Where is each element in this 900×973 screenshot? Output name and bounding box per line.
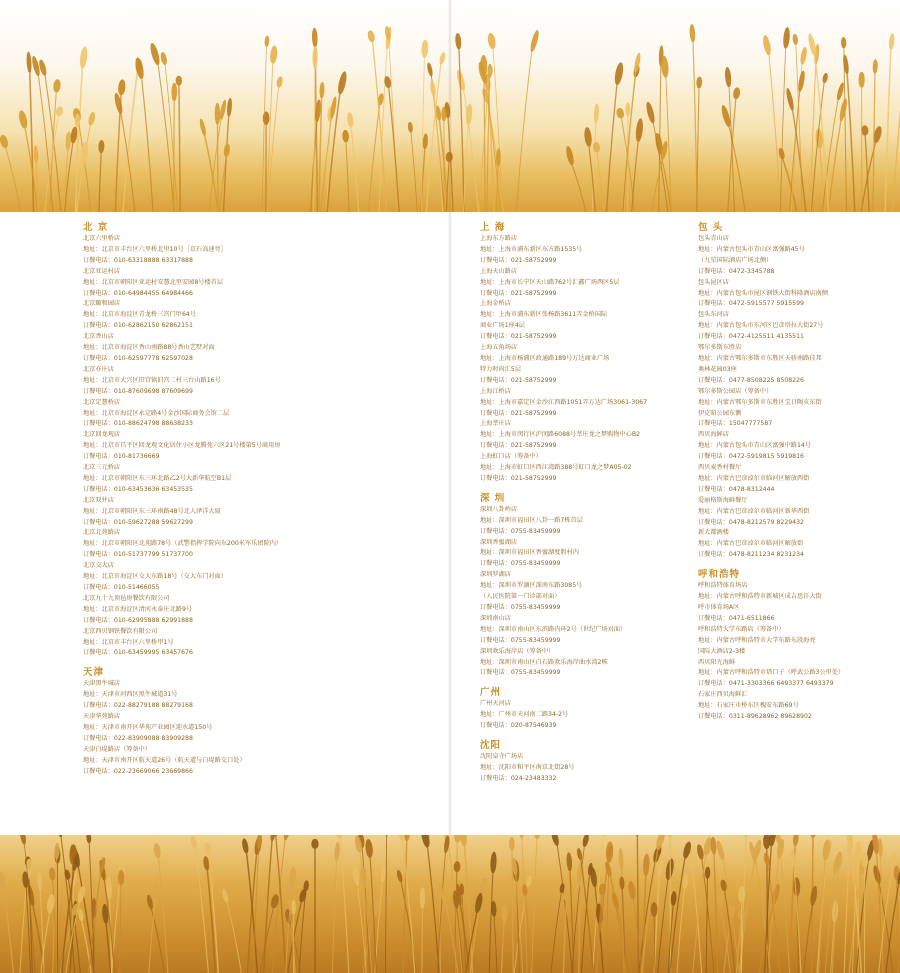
store-info-line: 订餐电话：0471-3303366 6493377 6493379 (698, 680, 834, 688)
city-heading: 沈阳 (480, 740, 502, 752)
store-info-line: 地址：内蒙古鄂尔多斯市东胜区天骄南路佳邦 (698, 354, 822, 362)
store-info-line: 石家庄西贝海鲜汇 (698, 691, 748, 699)
store-info-line: 订餐电话：021-58752999 (480, 376, 557, 384)
store-info-line: 订餐电话：010-64984455 64984466 (83, 289, 193, 297)
store-info-line: 北京交大店 (83, 562, 114, 570)
store-info-line: 订餐电话：010-81736669 (83, 453, 160, 461)
directory-column-right (698, 222, 898, 723)
store-info-line: 包头东河店 (698, 311, 729, 319)
wheat-footer-photo (0, 835, 900, 973)
store-info-line: 上海五角场店 (480, 344, 518, 352)
store-info-line: 地址：北京市海淀区交大东路18号（交大东门对面） (83, 573, 227, 581)
store-info-line: 订餐电话：0755-83459999 (480, 636, 561, 644)
store-info-line: 新大都酒楼 (698, 529, 729, 537)
store-info-line: 北京回龙观店 (83, 431, 121, 439)
store-info-line: 地址：北京市大兴区旧宫镇旧宫二村三台山路16号 (83, 376, 221, 384)
store-info-line: 订餐电话：010-51466055 (83, 584, 160, 591)
store-info-line: 地址：石家庄市桥东区槐安东路69号 (698, 702, 799, 710)
store-info-line: 地址：上海市嘉定区金沙江西路1051弄万达广场3061-3067 (480, 398, 648, 406)
store-info-line: 订餐电话：022-23669066 23669866 (83, 767, 193, 775)
store-info-line: 伊克昭公园东侧 (698, 409, 742, 417)
store-info-line: 地址：北京市丰台区六里桥北里10号［京石高速旁］ (83, 245, 227, 253)
store-info-line: 天津华苑路店 (83, 713, 121, 721)
city-heading: 上 海 (480, 222, 506, 233)
city-heading: 广州 (480, 687, 502, 699)
store-info-line: 订餐电话：022-88279188 88279168 (83, 702, 193, 710)
store-info-line: 北京三元桥店 (83, 464, 121, 472)
store-info-line: 呼和浩特体育场店 (698, 582, 748, 590)
store-info-line: 北京颐和园店 (83, 300, 121, 308)
store-info-line: 地址：内蒙古包头市青山区富强路45号 (698, 245, 805, 253)
store-info-line: 订餐电话：010-87609698 87609699 (83, 387, 193, 395)
store-info-line: 地址：上海市浦东新区张杨路3611弄金桥国际 (480, 311, 608, 319)
store-info-line: 订餐电话：010-62995888 62991888 (83, 616, 193, 624)
store-info-line: 呼和浩特大学东路店（筹备中） (698, 625, 785, 633)
store-info-line: 地址：内蒙古包头市青山区富强中路14号 (698, 442, 812, 450)
city-heading: 深 圳 (480, 492, 506, 504)
store-info-line: 天津黑牛城店 (83, 680, 121, 688)
store-info-line: 北京北苑路店 (83, 529, 121, 537)
store-info-line: 北京亦庄店 (83, 365, 114, 373)
store-info-line: 地址：内蒙古呼和浩特市大学东路东段海亮 (698, 636, 816, 644)
store-info-line: 地址：广州市天河南二路34-2号 (480, 711, 569, 719)
store-info-line: 北京六里桥店 (83, 235, 121, 242)
store-info-line: 地址：内蒙古包头市东河区巴彦塔拉大街27号 (698, 322, 824, 330)
directory-column-left (83, 222, 413, 778)
store-info-line: 订餐电话：021-58752999 (480, 333, 557, 341)
store-info-line: 地址：内蒙古巴彦淖尔市临河区解放西街 (698, 474, 810, 482)
store-info-line: 地址：内蒙古巴彦淖尔市临河区解放街 (698, 540, 804, 548)
store-info-line: 订餐电话：0478-8312444 (698, 485, 775, 493)
store-info-line: 订餐电话：010-62597778 62597028 (83, 354, 193, 362)
store-info-line: 订餐电话：020-87546939 (480, 722, 557, 730)
store-info-line: 沈阳皇寺广场店 (480, 753, 524, 761)
store-info-line: 深圳欢乐海岸店（筹备中） (480, 647, 555, 655)
store-info-line: 订餐电话：021-58752999 (480, 256, 557, 264)
store-info-line: 地址：北京市海淀区永定路4号金沙国际商务会馆二层 (83, 409, 230, 417)
store-info-line: 深圳罗湖店 (480, 571, 511, 579)
store-info-line: 地址：深圳市南山区东滨路内环2号（世纪广场对面） (480, 625, 627, 633)
store-info-line: 订餐电话：0311-89628962 89628902 (698, 713, 812, 721)
store-info-line: 上海金桥店 (480, 300, 511, 308)
store-info-line: 订餐电话：0755-83459999 (480, 560, 561, 568)
store-info-line: 呼市体育场A区 (698, 604, 740, 611)
store-info-line: 北京西贝钢铁餐饮有限公司 (83, 627, 158, 635)
store-info-line: 地址：上海市虹口区西江湾路388号虹口龙之梦A05-02 (480, 464, 632, 472)
store-info-line: 北京香山店 (83, 333, 114, 341)
store-info-line: 上海江桥店 (480, 387, 511, 395)
store-info-line: 地址：内蒙古包头市昆区钢铁大街科隆酒店南侧 (698, 289, 828, 297)
store-info-line: 地址：上海市浦东新区东方路1535号 (480, 245, 583, 253)
store-info-line: 上海虹口店（筹备中） (480, 453, 542, 461)
store-info-line: 地址：北京市朝阳区亚运村安慧北里安园8号楼首层 (83, 278, 224, 286)
city-heading: 天津 (83, 667, 105, 679)
store-info-line: 订餐电话：010-62862150 62862151 (83, 322, 193, 330)
store-info-line: 订餐电话：010-63459995 63457676 (83, 649, 193, 657)
store-info-line: 订餐电话：0471-6511866 (698, 614, 775, 622)
store-info-line: 地址：北京市朝阳区东三环北路乙2号大新华航空B1层 (83, 474, 232, 482)
store-info-line: 包头青山店 (698, 235, 729, 242)
city-heading: 包 头 (698, 222, 724, 233)
store-info-line: 北京亚运村店 (83, 267, 121, 275)
store-info-line: 地址：北京市海淀区清河永泰庄北路9号 (83, 605, 193, 613)
store-info-line: 地址：内蒙古巴彦淖尔市临河区新华西街 (698, 507, 810, 515)
wheat-field-illustration-bottom (0, 835, 900, 973)
store-info-line: 地址：深圳市南山区白石路欢乐海岸曲水湾2栋 (480, 658, 608, 666)
store-info-line: 地址：沈阳市和平区南京北街28号 (480, 763, 575, 771)
store-info-line: 包头昆区店 (698, 278, 729, 286)
store-info-line: 西贝阳光海鲜 (698, 658, 736, 666)
store-info-line: 地址：上海市闵行区沪闵路6088号莘庄龙之梦购物中心B2 (480, 431, 641, 439)
store-info-line: 北京九十九顶毡房餐饮有限公司 (83, 594, 170, 602)
store-info-line: 深圳南山店 (480, 614, 511, 622)
store-info-line: 西贝麦香村餐厅 (698, 464, 742, 472)
store-info-line: 订餐电话：0477-8508225 8508226 (698, 376, 804, 384)
store-info-line: 地址：天津市河西区黑牛城道31号 (83, 691, 178, 699)
store-info-line: 地址：北京市海淀区香山南路88号香山艺墅对面 (83, 344, 215, 352)
city-heading: 北 京 (83, 222, 109, 233)
store-info-line: 订餐电话：021-58752999 (480, 442, 557, 450)
store-info-line: 地址：天津市南开区华苑产业园区迎水道150号 (83, 723, 213, 731)
store-info-line: 订餐电话：010-59627288 59627299 (83, 518, 193, 526)
store-info-line: 订餐电话：0478-8212579 8229432 (698, 518, 804, 526)
store-info-line: 订餐电话：0472-4125511 4135511 (698, 333, 804, 341)
store-info-line: （人民医院第一门诊部对面） (480, 593, 561, 601)
store-info-line: 深圳八卦岭店 (480, 505, 518, 513)
store-info-line: 地址：上海市长宁区天山路762号汇鑫广场西区5层 (480, 278, 620, 286)
store-info-line: 订餐电话：024-23483332 (480, 774, 557, 782)
store-info-line: 订餐电话：010-51737799 51737700 (83, 551, 193, 559)
directory-column-middle (480, 222, 690, 785)
store-info-line: 订餐电话：022-83909088 83909288 (83, 734, 193, 742)
store-info-line: 地址：北京市海淀区青龙桥三宫门甲64号 (83, 311, 197, 319)
store-info-line: 订餐电话：010-88624798 88638233 (83, 420, 193, 428)
store-info-line: 奥林花园03座 (698, 365, 737, 373)
store-info-line: （九星国际酒店广场北侧） (698, 256, 773, 264)
store-info-line: 商业广场1座4层 (480, 322, 525, 330)
store-info-line: 天津白堤路店（筹备中） (83, 745, 152, 753)
store-info-line: 订餐电话：0472-3345788 (698, 267, 775, 275)
store-info-line: 上海东方路店 (480, 235, 518, 242)
store-info-line: 深圳香蜜湖店 (480, 538, 518, 546)
store-info-line: 订餐电话：010-63453636 63453535 (83, 485, 193, 493)
store-info-line: 地址：内蒙古鄂尔多斯市东胜区宝日陶亥东街 (698, 398, 822, 406)
store-info-line: 特力时尚汇5层 (480, 365, 522, 373)
store-info-line: 订餐电话：15047777587 (698, 420, 773, 428)
store-info-line: 北京定慧桥店 (83, 398, 121, 406)
store-info-line: 地址：北京市朝阳区北苑路78号（武警指挥学院向东200米军乐团院内） (83, 540, 283, 548)
store-info-line: 爱丽格斯海鲜餐厅 (698, 496, 748, 504)
city-heading: 呼和浩特 (698, 569, 741, 581)
store-info-line: 地址：内蒙古呼和浩特市新城区成吉思汗大街 (698, 593, 822, 601)
store-info-line: 西贝海鲜店 (698, 431, 729, 439)
store-info-line: 地址：深圳市罗湖区深南东路3085号 (480, 582, 583, 590)
store-info-line: 北京双井店 (83, 496, 114, 504)
store-info-line: 上海天山路店 (480, 267, 518, 275)
store-info-line: 订餐电话：0472-5919815 5919816 (698, 453, 804, 461)
store-info-line: 地址：天津市南开区航天道26号（航天道与白堤路交口处） (83, 756, 246, 764)
store-info-line: 订餐电话：0472-5915577 5915599 (698, 300, 804, 308)
store-info-line: 地址：北京市昌平区回龙观文化居住小区龙腾苑六区21号楼第5号商用房 (83, 442, 281, 450)
store-info-line: 广州天河店 (480, 700, 511, 708)
store-info-line: 地址：深圳市福田区香蜜湖度假村内 (480, 549, 579, 557)
store-info-line: 鄂尔多斯公园店（筹备中） (698, 387, 773, 395)
store-info-line: 地址：内蒙古呼和浩特市塔口子（呼武公路3公里处） (698, 669, 845, 677)
store-info-line: 订餐电话：0755-83459999 (480, 669, 561, 677)
store-info-line: 订餐电话：021-58752999 (480, 289, 557, 297)
store-info-line: 上海莘庄店 (480, 420, 511, 428)
store-info-line: 鄂尔多斯东胜店 (698, 344, 742, 352)
store-info-line: 订餐电话：021-58752999 (480, 409, 557, 417)
store-info-line: 订餐电话：0755-83459999 (480, 527, 561, 535)
store-info-line: 订餐电话：010-63318888 63317888 (83, 256, 193, 264)
store-info-line: 地址：上海市杨浦区政通路189号万达商业广场 (480, 354, 610, 362)
store-info-line: 订餐电话：0755-83459999 (480, 604, 561, 611)
page-fold (448, 0, 452, 973)
store-info-line: 地址：深圳市福田区八卦一路7栋首层 (480, 516, 583, 524)
store-info-line: 订餐电话：0478-8211234 8231234 (698, 551, 804, 559)
store-info-line: 订餐电话：021-58752999 (480, 474, 557, 482)
store-info-line: 国际大酒店2-3楼 (698, 647, 746, 655)
store-info-line: 地址：北京市朝阳区东三环南路48号北人泽洋大厦 (83, 507, 221, 515)
store-info-line: 地址：北京市丰台区六里桥甲1号 (83, 638, 174, 646)
